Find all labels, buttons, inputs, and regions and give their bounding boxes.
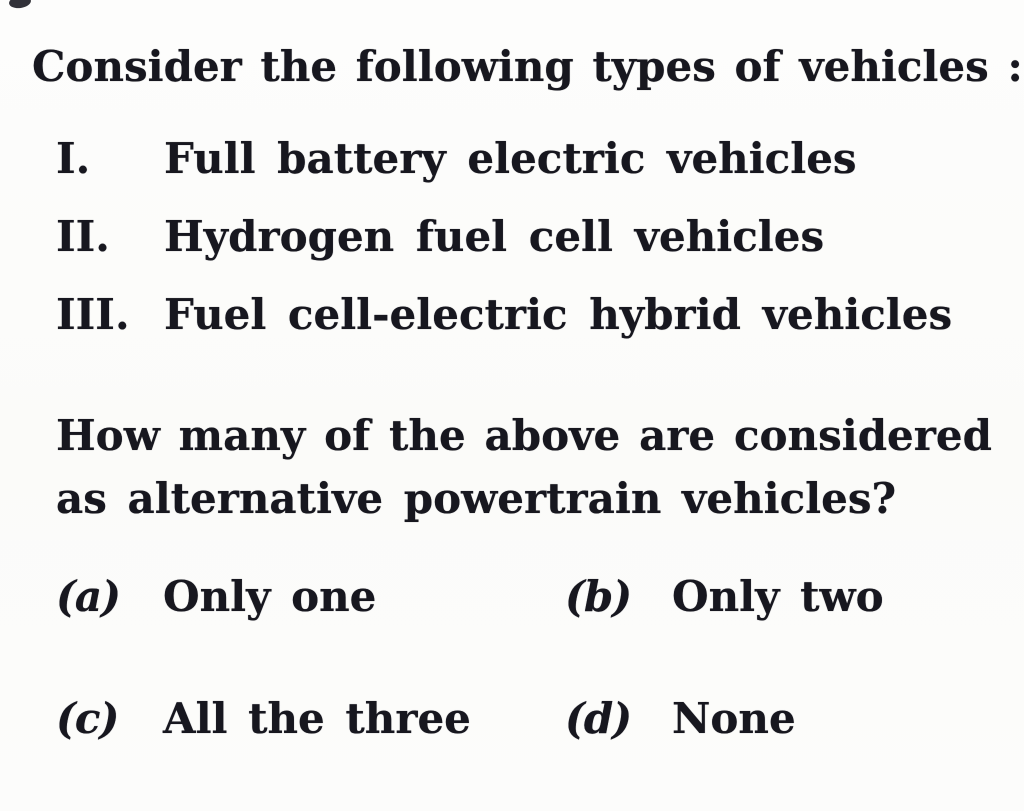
list-item (56, 290, 1024, 340)
option-a-text: Only one (163, 572, 377, 621)
option-b-label: (b) (565, 572, 632, 621)
statement-list (56, 134, 1024, 340)
options-row (56, 692, 1024, 746)
list-item-numeral: I. (56, 134, 91, 183)
question-stem-line1: How many of the above are considered (56, 411, 992, 460)
option-d-label: (d) (565, 694, 632, 743)
question-intro-text: Consider the following types of vehicles : (32, 42, 1023, 91)
scan-smudge-artifact (8, 0, 31, 9)
option-a-label: (a) (56, 572, 120, 621)
options-row (56, 570, 1024, 624)
list-item-text: Full battery electric vehicles (164, 134, 857, 183)
list-item-numeral: III. (56, 290, 130, 339)
option-d (565, 692, 796, 746)
question-stem (56, 404, 992, 530)
list-item-text: Hydrogen fuel cell vehicles (164, 212, 825, 261)
question-stem-line2: as alternative powertrain vehicles? (56, 474, 897, 523)
list-item-numeral: II. (56, 212, 110, 261)
option-c-text: All the three (163, 694, 471, 743)
option-b (565, 570, 884, 624)
option-d-text: None (672, 694, 796, 743)
option-c (56, 692, 565, 746)
list-item (56, 212, 1024, 262)
list-item (56, 134, 1024, 184)
answer-options (56, 570, 1024, 746)
list-item-text: Fuel cell-electric hybrid vehicles (164, 290, 953, 339)
option-b-text: Only two (672, 572, 884, 621)
option-a (56, 570, 565, 624)
option-c-label: (c) (56, 694, 119, 743)
